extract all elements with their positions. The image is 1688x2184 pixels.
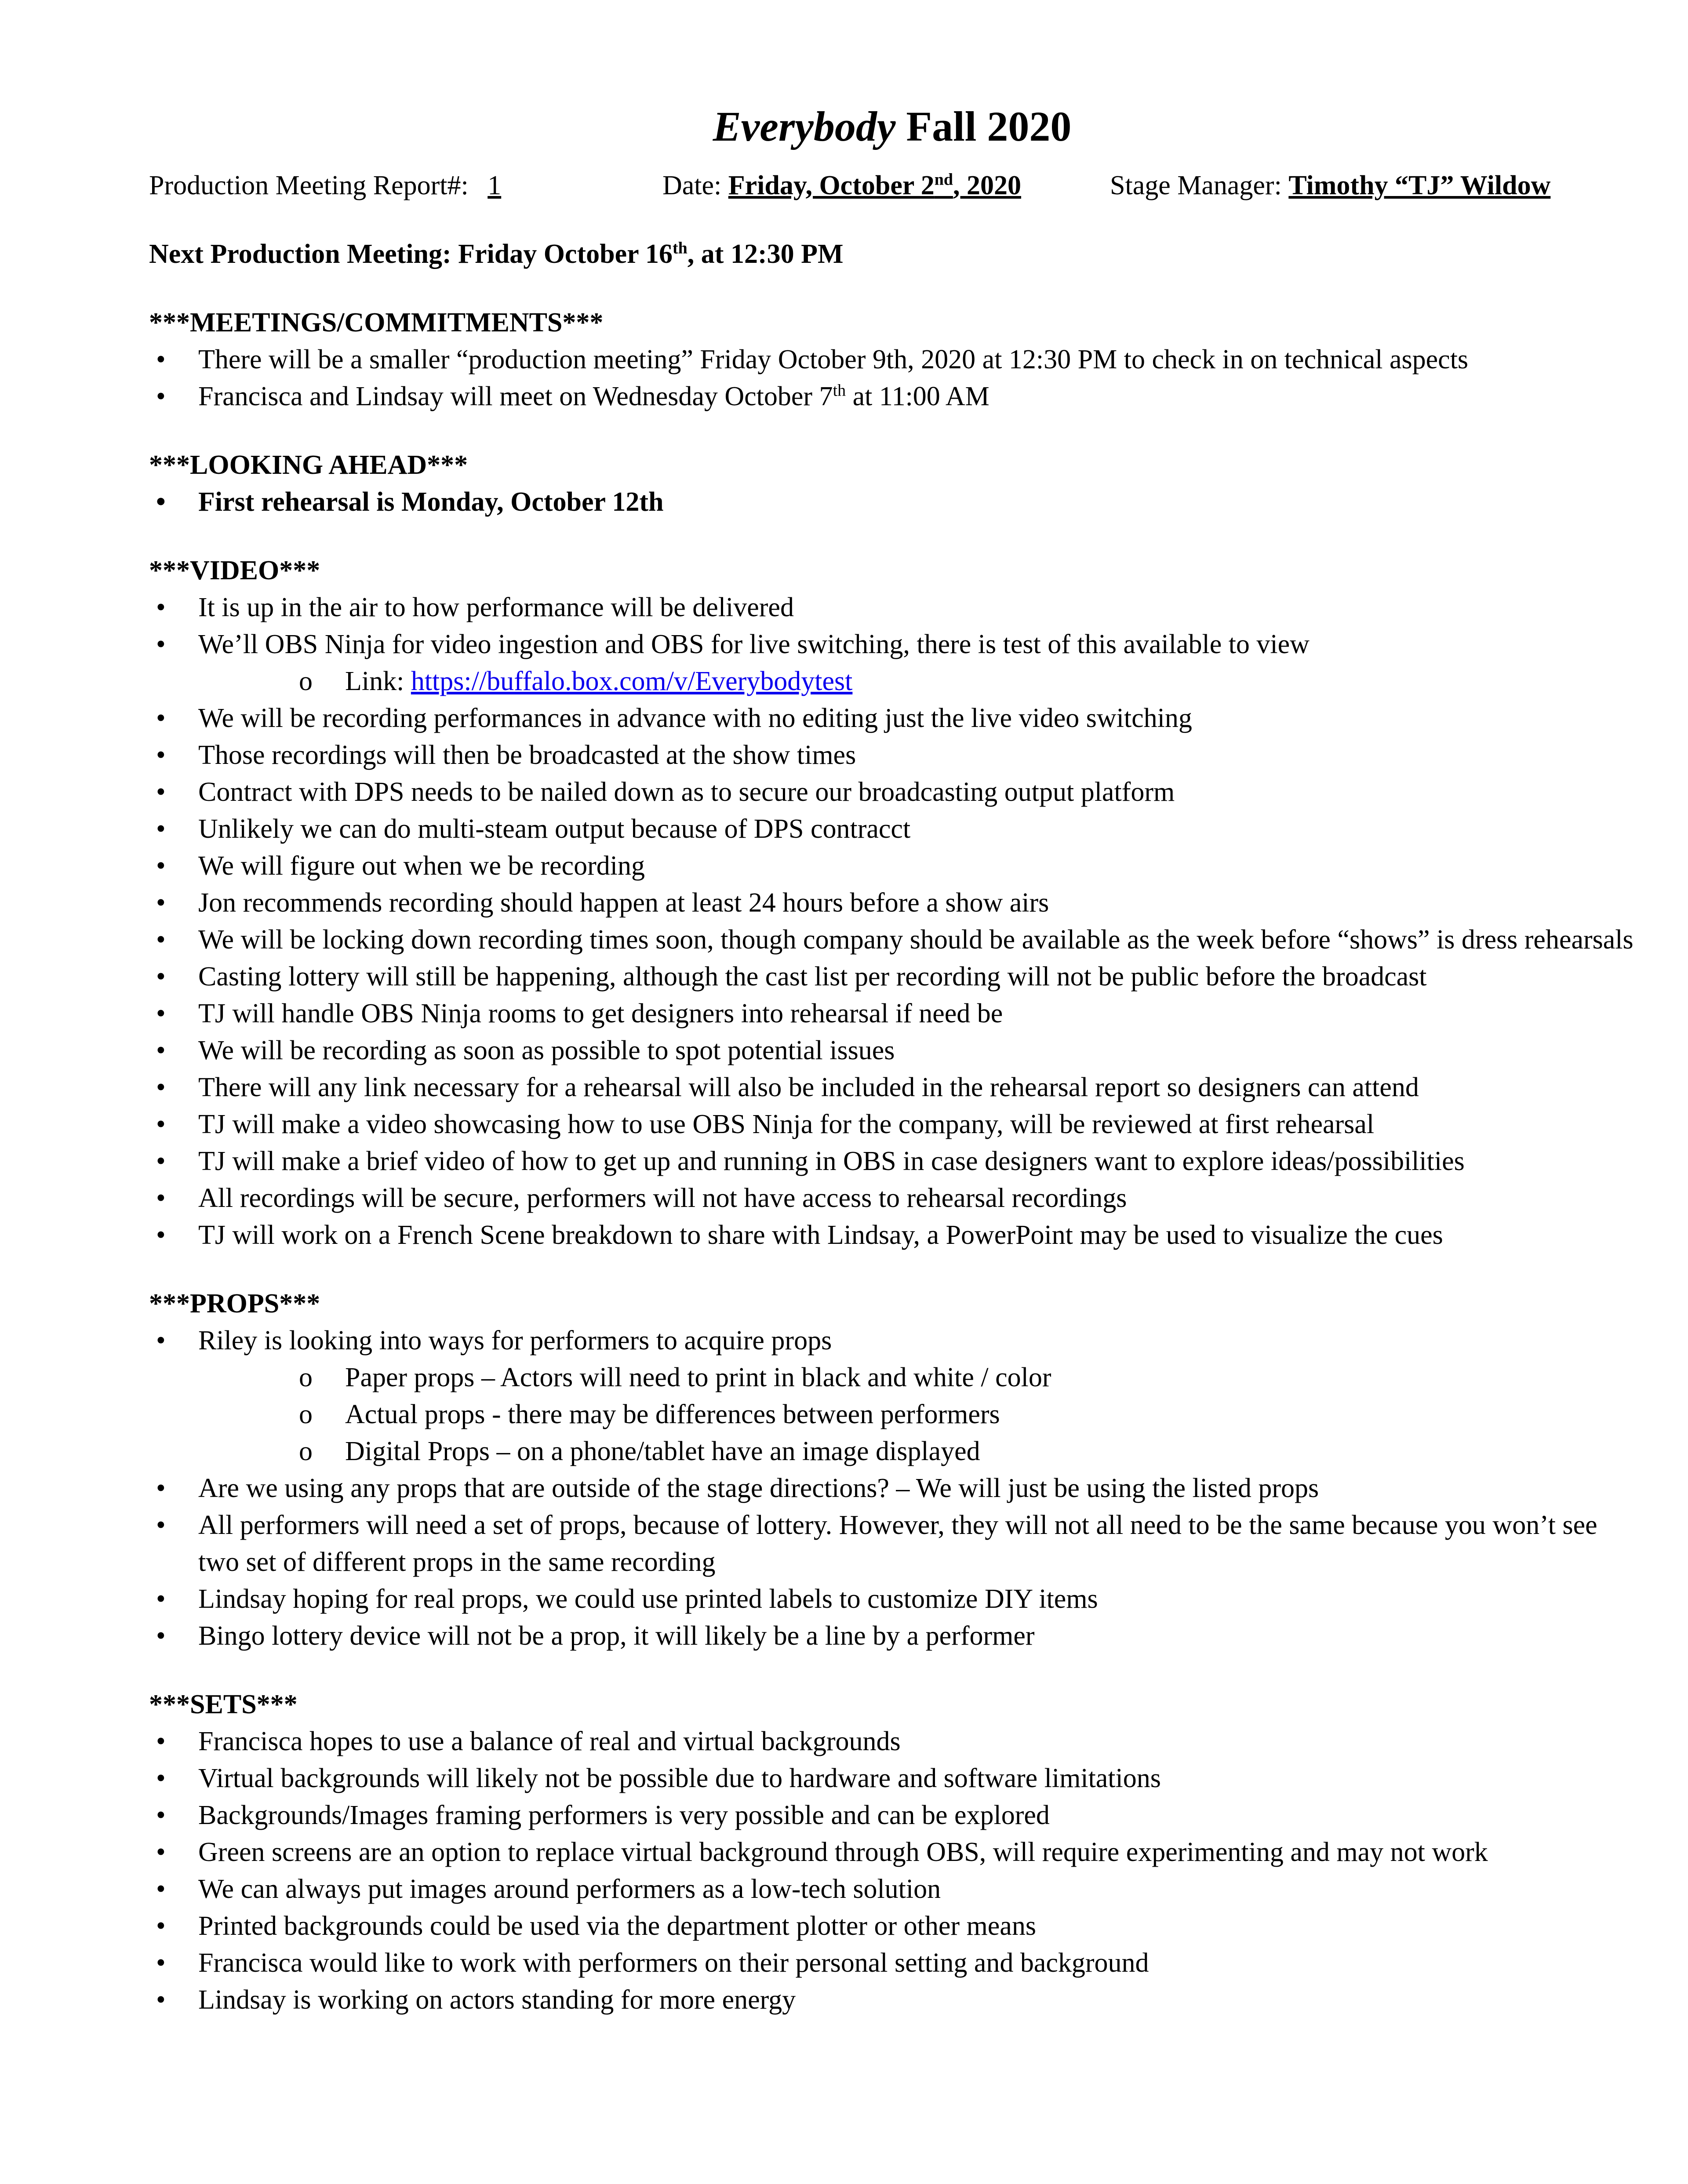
list-item: • Unlikely we can do multi-steam output because of DPS contracct [149, 810, 1635, 847]
next-meeting-time: , at 12:30 PM [687, 239, 844, 269]
sets-section [149, 1686, 1635, 2018]
next-meeting [149, 236, 1635, 273]
list-item-sup: th [833, 381, 846, 400]
list-item: • We’ll OBS Ninja for video ingestion and OBS for live switching, there is test of this available to view [149, 626, 1635, 663]
list-item: • Those recordings will then be broadcasted at the show times [149, 737, 1635, 774]
list-item: • Backgrounds/Images framing performers is very possible and can be explored [149, 1797, 1635, 1834]
list-item-text: Francisca and Lindsay will meet on Wednesday October 7 [198, 382, 833, 411]
list-item: • TJ will work on a French Scene breakdown to share with Lindsay, a PowerPoint may be used to visualize the cues [149, 1217, 1635, 1254]
list-item: • There will be a smaller “production meeting” Friday October 9th, 2020 at 12:30 PM to check in on technical aspects [149, 341, 1635, 378]
list-item: • Francisca hopes to use a balance of real and virtual backgrounds [149, 1723, 1635, 1760]
date-value [728, 171, 1021, 200]
list-item [149, 378, 1635, 415]
sub-list-item: o Paper props – Actors will need to print in black and white / color [149, 1359, 1635, 1396]
stage-manager-label: Stage Manager: [1110, 171, 1282, 200]
list-item: • TJ will make a brief video of how to get up and running in OBS in case designers want to explore ideas/possibilities [149, 1143, 1635, 1180]
list-item: • We will be recording performances in advance with no editing just the live video switching [149, 700, 1635, 737]
list-item: • Bingo lottery device will not be a prop, it will likely be a line by a performer [149, 1617, 1635, 1654]
sub-list-item: o Actual props - there may be differences between performers [149, 1396, 1635, 1433]
looking-ahead-section [149, 447, 1635, 520]
meetings-list [149, 341, 1635, 415]
meta-row [149, 167, 1635, 204]
looking-ahead-heading: ***LOOKING AHEAD*** [149, 450, 468, 480]
list-item: • Riley is looking into ways for performers to acquire props [149, 1322, 1635, 1359]
next-meeting-sup: th [673, 239, 688, 258]
looking-ahead-list [149, 483, 1635, 520]
list-item: • We will be recording as soon as possible to spot potential issues [149, 1032, 1635, 1069]
list-item: • We will figure out when we be recording [149, 847, 1635, 884]
list-item-time: at 11:00 AM [846, 382, 990, 411]
date-year: , 2020 [953, 171, 1022, 200]
stage-manager-value: Timothy “TJ” Wildow [1288, 171, 1551, 200]
date-text: Friday, October 2 [728, 171, 935, 200]
link-item [149, 663, 1635, 700]
props-list [149, 1322, 1635, 1654]
video-heading: ***VIDEO*** [149, 556, 320, 585]
date-sup: nd [934, 170, 953, 189]
sets-list [149, 1723, 1635, 2018]
props-heading: ***PROPS*** [149, 1289, 320, 1319]
list-item: • All performers will need a set of props, because of lottery. However, they will not all need to be the same because you won’t see two set of different props in the same recording [149, 1507, 1635, 1581]
list-item: • We will be locking down recording times soon, though company should be available as the week before “shows” is dress rehearsals [149, 921, 1635, 958]
meetings-section [149, 304, 1635, 415]
list-item: • Lindsay is working on actors standing for more energy [149, 1981, 1635, 2018]
list-item: • TJ will handle OBS Ninja rooms to get designers into rehearsal if need be [149, 995, 1635, 1032]
list-item: • There will any link necessary for a rehearsal will also be included in the rehearsal report so designers can attend [149, 1069, 1635, 1106]
list-item: • We can always put images around performers as a low-tech solution [149, 1871, 1635, 1908]
list-item: • Are we using any props that are outside of the stage directions? – We will just be using the listed props [149, 1470, 1635, 1507]
report-number-field [149, 167, 513, 204]
page-title [149, 100, 1635, 153]
date-field [662, 167, 1021, 204]
video-section [149, 552, 1635, 1254]
link-label: Link: [345, 666, 411, 696]
list-item: • It is up in the air to how performance will be delivered [149, 589, 1635, 626]
list-item: • Casting lottery will still be happening, although the cast list per recording will not be public before the broadcast [149, 958, 1635, 995]
report-number: 1 [487, 171, 502, 200]
title-italic: Everybody [713, 103, 896, 150]
next-meeting-text: Next Production Meeting: Friday October 16 [149, 239, 673, 269]
report-label: Production Meeting Report#: [149, 171, 469, 200]
list-item: • Contract with DPS needs to be nailed down as to secure our broadcasting output platform [149, 774, 1635, 810]
test-video-link[interactable]: https://buffalo.box.com/v/Everybodytest [411, 666, 853, 696]
list-item: • Green screens are an option to replace virtual background through OBS, will require experimenting and may not work [149, 1834, 1635, 1871]
list-item: • First rehearsal is Monday, October 12th [149, 483, 1635, 520]
list-item: • Jon recommends recording should happen at least 24 hours before a show airs [149, 884, 1635, 921]
meetings-heading: ***MEETINGS/COMMITMENTS*** [149, 308, 604, 338]
list-item: • Lindsay hoping for real props, we could use printed labels to customize DIY items [149, 1581, 1635, 1617]
title-rest: Fall 2020 [895, 103, 1072, 150]
list-item: • Printed backgrounds could be used via the department plotter or other means [149, 1908, 1635, 1944]
list-item: • Virtual backgrounds will likely not be possible due to hardware and software limitations [149, 1760, 1635, 1797]
sub-list-item: o Digital Props – on a phone/tablet have an image displayed [149, 1433, 1635, 1470]
props-section [149, 1285, 1635, 1654]
sets-heading: ***SETS*** [149, 1690, 298, 1719]
list-item: • All recordings will be secure, performers will not have access to rehearsal recordings [149, 1180, 1635, 1217]
stage-manager-field [1110, 167, 1550, 204]
video-list [149, 589, 1635, 1254]
date-label: Date: [662, 171, 722, 200]
list-item: • TJ will make a video showcasing how to use OBS Ninja for the company, will be reviewed at first rehearsal [149, 1106, 1635, 1143]
list-item: • Francisca would like to work with performers on their personal setting and background [149, 1944, 1635, 1981]
